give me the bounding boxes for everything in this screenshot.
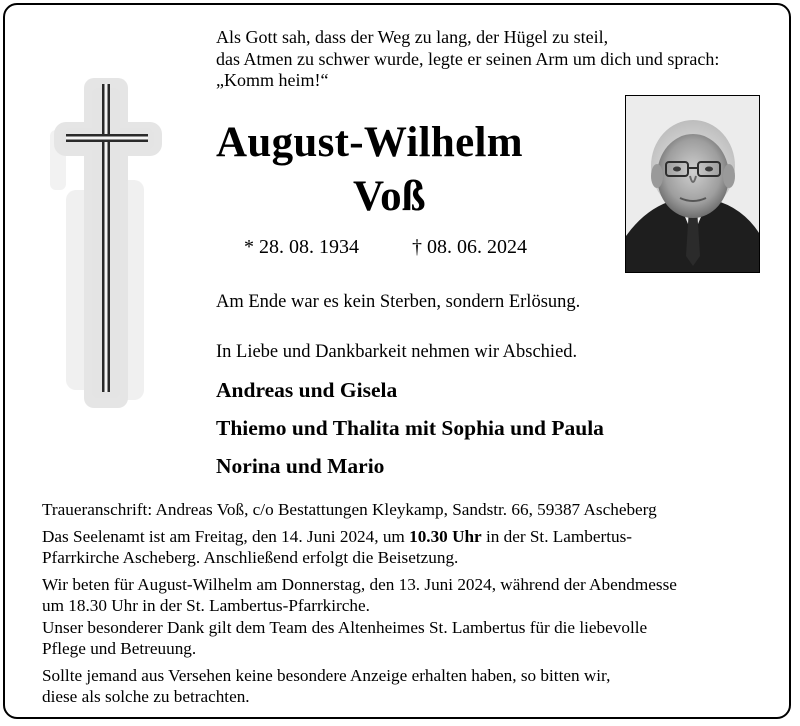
notice-line: diese als solche zu betrachten. xyxy=(42,687,250,706)
family-line: Norina und Mario xyxy=(216,454,385,478)
requiem-mass-time: 10.30 Uhr xyxy=(409,527,482,546)
requiem-mass-line: Pfarrkirche Ascheberg. Anschließend erfolgt die Beisetzung. xyxy=(42,548,459,567)
verse-line: „Komm heim!“ xyxy=(216,70,329,90)
notice-line: Sollte jemand aus Versehen keine besondere Anzeige erhalten haben, so bitten wir, xyxy=(42,666,611,685)
closing-quote: Am Ende war es kein Sterben, sondern Erlösung. xyxy=(216,292,581,312)
thanks-line: Unser besonderer Dank gilt dem Team des Altenheimes St. Lambertus für die liebevolle xyxy=(42,618,648,637)
verse-line: das Atmen zu schwer wurde, legte er seinen Arm um dich und sprach: xyxy=(216,48,720,69)
mourning-address: Traueranschrift: Andreas Voß, c/o Bestattungen Kleykamp, Sandstr. 66, 59387 Ascheberg xyxy=(42,500,657,519)
deceased-first-name: August-Wilhelm xyxy=(216,119,523,166)
deceased-last-name: Voß xyxy=(353,173,426,220)
death-date: † 08. 06. 2024 xyxy=(412,236,527,258)
verse-line: Als Gott sah, dass der Weg zu lang, der Hügel zu steil, xyxy=(216,27,609,47)
birth-date: * 28. 08. 1934 xyxy=(244,236,359,258)
family-line: Thiemo und Thalita mit Sophia und Paula xyxy=(216,416,604,440)
thanks-line: Pflege und Betreuung. xyxy=(42,639,197,658)
requiem-mass-line xyxy=(42,527,632,548)
family-line: Andreas und Gisela xyxy=(216,378,398,402)
portrait-photo xyxy=(625,95,760,273)
requiem-mass-text: in der St. Lambertus- xyxy=(481,527,633,546)
verse xyxy=(216,27,719,92)
farewell-text: In Liebe und Dankbarkeit nehmen wir Abschied. xyxy=(216,342,578,362)
cross-icon xyxy=(48,70,166,420)
portrait-photo-image xyxy=(626,96,760,273)
prayer-line: Wir beten für August-Wilhelm am Donnerstag, den 13. Juni 2024, während der Abendmesse xyxy=(42,575,677,594)
prayer-line: um 18.30 Uhr in der St. Lambertus-Pfarrkirche. xyxy=(42,596,370,615)
requiem-mass-text: Das Seelenamt ist am Freitag, den 14. Juni 2024, um xyxy=(42,527,410,546)
